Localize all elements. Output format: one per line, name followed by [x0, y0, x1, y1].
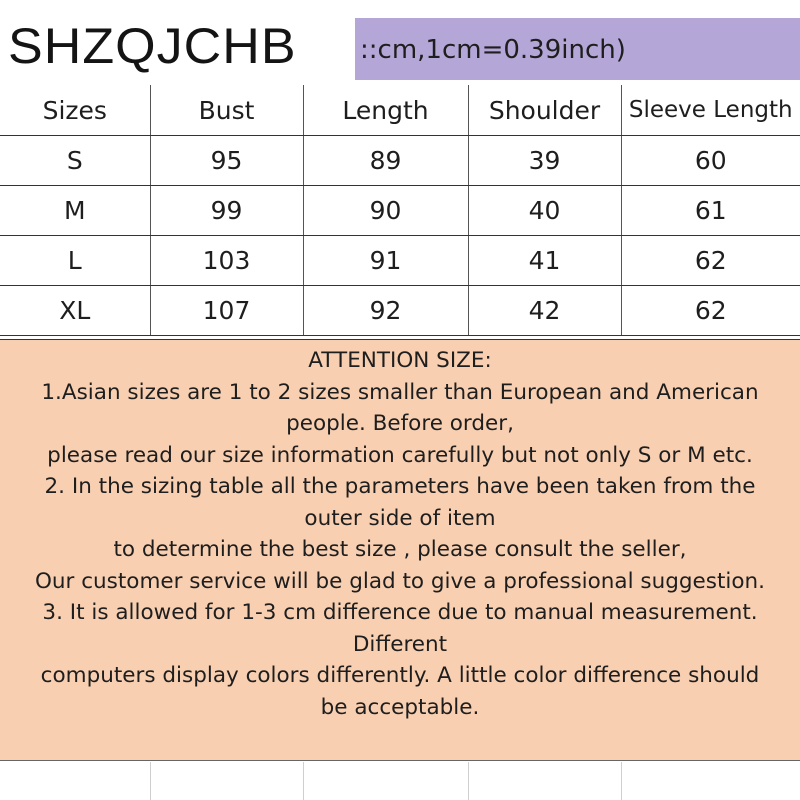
cell-bust: 107 — [150, 286, 303, 336]
cell-size: L — [0, 236, 150, 286]
attention-line: Different — [352, 631, 448, 657]
cell-length: 89 — [303, 136, 468, 186]
grid-line — [621, 762, 622, 800]
cell-shoulder: 41 — [468, 236, 621, 286]
brand-watermark: SHZQJCHB — [8, 18, 297, 74]
cell-size: S — [0, 136, 150, 186]
header-length: Length — [303, 85, 468, 136]
table-row — [0, 286, 800, 336]
attention-title: ATTENTION SIZE: — [308, 348, 492, 373]
cell-sleeve-length: 62 — [621, 286, 800, 336]
attention-panel — [0, 339, 800, 761]
cell-bust: 103 — [150, 236, 303, 286]
header-sizes: Sizes — [0, 85, 150, 136]
grid-line — [303, 762, 304, 800]
table-row — [0, 136, 800, 186]
attention-line: 1.Asian sizes are 1 to 2 sizes smaller than European and American — [41, 379, 759, 405]
cell-bust: 99 — [150, 186, 303, 236]
attention-line: to determine the best size , please consult the seller, — [113, 537, 687, 562]
header-shoulder: Shoulder — [468, 85, 621, 136]
table-row — [0, 236, 800, 286]
grid-line — [150, 762, 151, 800]
attention-line: be acceptable. — [320, 694, 480, 720]
cell-size: XL — [0, 286, 150, 336]
attention-line: people. Before order, — [286, 411, 514, 436]
table-row — [0, 186, 800, 236]
cell-length: 92 — [303, 286, 468, 336]
size-table — [0, 85, 800, 336]
cell-size: M — [0, 186, 150, 236]
attention-line: Our customer service will be glad to give a professional suggestion. — [35, 568, 765, 594]
cell-length: 90 — [303, 186, 468, 236]
cell-bust: 95 — [150, 136, 303, 186]
cell-sleeve-length: 61 — [621, 186, 800, 236]
cell-sleeve-length: 62 — [621, 236, 800, 286]
grid-line — [468, 762, 469, 800]
cell-length: 91 — [303, 236, 468, 286]
table-header-row — [0, 85, 800, 136]
header-sleeve-length: Sleeve Length — [621, 85, 800, 136]
attention-line: computers display colors differently. A little color difference should — [40, 663, 760, 688]
cell-shoulder: 39 — [468, 136, 621, 186]
unit-note: ::cm,1cm=0.39inch) — [360, 35, 626, 65]
cell-shoulder: 42 — [468, 286, 621, 336]
cell-sleeve-length: 60 — [621, 136, 800, 186]
attention-line: 3. It is allowed for 1-3 cm difference due to manual measurement. — [42, 600, 758, 625]
header-bust: Bust — [150, 85, 303, 136]
attention-line: outer side of item — [304, 505, 496, 531]
attention-line: 2. In the sizing table all the parameters have been taken from the — [44, 474, 756, 499]
attention-line: please read our size information carefully but not only S or M etc. — [47, 442, 753, 468]
cell-shoulder: 40 — [468, 186, 621, 236]
